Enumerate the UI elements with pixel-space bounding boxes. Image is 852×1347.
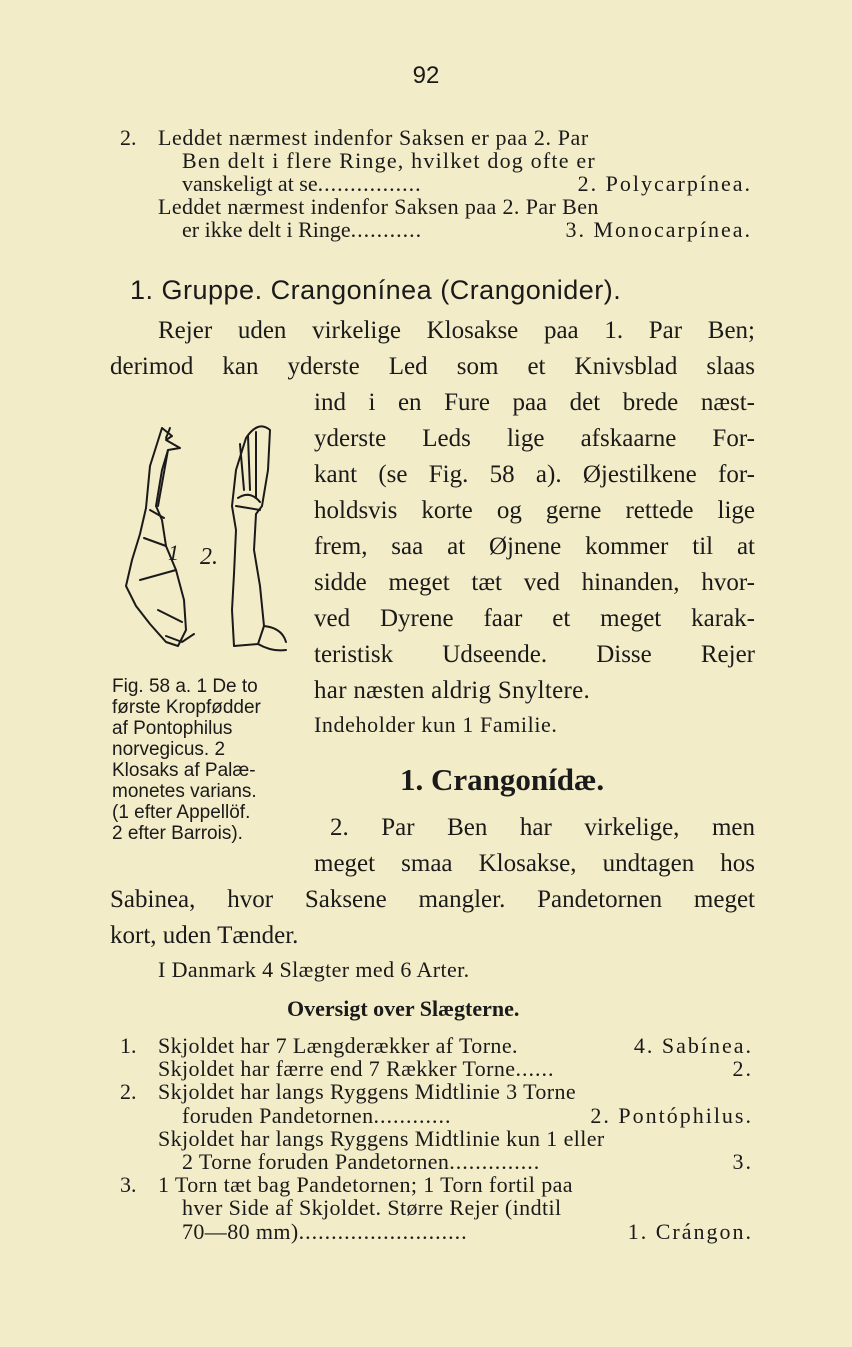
genus-key-number: 1.: [120, 1033, 137, 1058]
family-heading: 1. Crangonídæ.: [400, 762, 605, 797]
leader-dots: ......: [515, 1056, 555, 1082]
genus-key-text: Skjoldet har langs Ryggens Midtlinie 3 Torne: [158, 1079, 577, 1105]
figure-58a: [110, 410, 300, 675]
figure-label-1: 1: [168, 540, 179, 565]
paragraph-line: meget smaa Klosakse, undtagen hos: [314, 850, 755, 877]
leader-dots: ................: [317, 171, 422, 196]
genus-key-result: 2.: [732, 1056, 753, 1082]
paragraph-line: holdsvis korte og gerne rettede lige: [314, 497, 755, 524]
leader-dots: ...........: [350, 217, 423, 242]
genus-key-text: foruden Pandetornen............: [182, 1102, 452, 1128]
genus-key-text: 70—80 mm)..........................: [182, 1218, 468, 1244]
genus-key-result: 1. Crángon.: [627, 1218, 753, 1244]
caption-line: 2 efter Barrois).: [112, 823, 243, 844]
denmark-note: I Danmark 4 Slægter med 6 Arter.: [158, 957, 470, 982]
genus-key-text: 2 Torne foruden Pandetornen..............: [182, 1149, 541, 1174]
genus-key-text: Skjoldet har langs Ryggens Midtlinie kun 1 eller: [158, 1125, 605, 1151]
genus-key-text: Skjoldet har færre end 7 Rækker Torne......: [158, 1056, 555, 1082]
key-line-result: [182, 172, 752, 195]
genus-key-result: 2. Pontóphilus.: [590, 1102, 753, 1128]
group-heading: 1. Gruppe. Crangonínea (Crangonider).: [130, 275, 622, 305]
paragraph-line: 2. Par Ben har virkelige, men: [330, 814, 755, 841]
paragraph-line: Sabinea, hvor Saksene mangler. Pandetornen meget: [110, 886, 755, 913]
paragraph-line: kant (se Fig. 58 a). Øjestilkene for-: [314, 461, 755, 488]
caption-line: første Kropfødder: [112, 697, 261, 718]
crustacean-legs-illustration: [110, 410, 300, 670]
key-line-text: er ikke delt i Ringe: [182, 217, 351, 242]
genus-key-number: 3.: [120, 1172, 137, 1198]
caption-line: monetes varians.: [112, 781, 257, 802]
overview-heading: Oversigt over Slægterne.: [287, 996, 520, 1021]
paragraph-line: teristisk Udseende. Disse Rejer: [314, 641, 755, 668]
key-number: 2.: [120, 125, 137, 150]
caption-line: (1 efter Appellöf.: [112, 802, 251, 823]
leader-dots: ..............: [449, 1149, 541, 1174]
genus-key-text: Skjoldet har 7 Længderækker af Torne.: [158, 1033, 518, 1058]
genus-key-text: 1 Torn tæt bag Pandetornen; 1 Torn fortil paa: [158, 1172, 573, 1198]
paragraph-line: yderste Leds lige afskaarne For-: [314, 425, 755, 452]
caption-line: Klosaks af Palæ-: [112, 760, 256, 781]
genus-key-text: hver Side af Skjoldet. Større Rejer (indtil: [182, 1195, 562, 1221]
figure-label-2: 2.: [200, 544, 218, 570]
key-result: 2. Polycarpínea.: [577, 171, 752, 196]
contains-note: Indeholder kun 1 Familie.: [314, 712, 558, 737]
paragraph-line: derimod kan yderste Led som et Knivsblad slaas: [110, 353, 755, 380]
key-line-text: vanskeligt at se: [182, 171, 318, 196]
genus-key-result: 4. Sabínea.: [633, 1033, 753, 1058]
key-line: Leddet nærmest indenfor Saksen paa 2. Par Ben: [158, 194, 599, 219]
genus-key-result: 3.: [732, 1149, 753, 1174]
paragraph-line: har næsten aldrig Snyltere.: [314, 677, 591, 704]
key-result: 3. Monocarpínea.: [565, 217, 752, 242]
paragraph-line: kort, uden Tænder.: [110, 922, 299, 949]
figure-caption: [112, 676, 261, 844]
leader-dots: ............: [373, 1102, 452, 1128]
caption-line: af Pontophilus: [112, 718, 233, 739]
paragraph-line: ind i en Fure paa det brede næst-: [314, 389, 755, 416]
leader-dots: ..........................: [298, 1218, 468, 1244]
key-line: Ben delt i flere Ringe, hvilket dog ofte er: [182, 148, 596, 173]
key-line: Leddet nærmest indenfor Saksen er paa 2. Par: [158, 125, 589, 150]
paragraph-line: sidde meget tæt ved hinanden, hvor-: [314, 569, 755, 596]
key-line-result: [182, 218, 752, 241]
key-item-2: [120, 125, 589, 150]
paragraph-line: ved Dyrene faar et meget karak-: [314, 605, 755, 632]
paragraph-line: frem, saa at Øjnene kommer til at: [314, 533, 755, 560]
genus-key-number: 2.: [120, 1079, 137, 1105]
page-number: 92: [412, 62, 440, 89]
caption-line: Fig. 58 a. 1 De to: [112, 676, 258, 697]
caption-line: norvegicus. 2: [112, 739, 226, 760]
paragraph-line: Rejer uden virkelige Klosakse paa 1. Par Ben;: [158, 317, 755, 344]
